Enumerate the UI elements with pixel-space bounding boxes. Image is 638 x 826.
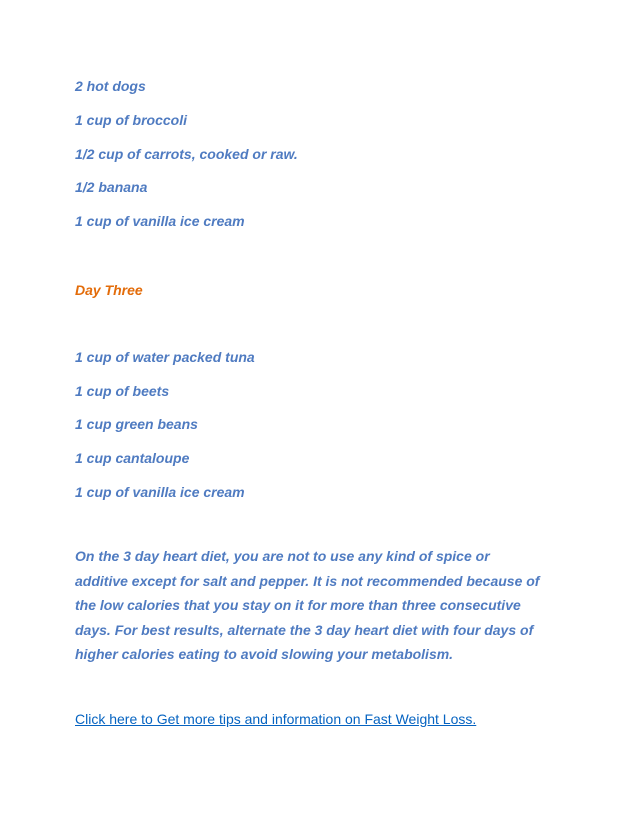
day-three-item: 1 cup of vanilla ice cream [75,484,245,500]
note-line: the low calories that you stay on it for more than three consecutive [75,597,521,613]
day-three-item: 1 cup cantaloupe [75,450,190,466]
day-two-item: 2 hot dogs [75,78,146,94]
more-tips-link[interactable]: Click here to Get more tips and information on Fast Weight Loss. [75,711,477,727]
note-line: additive except for salt and pepper. It is not recommended because of [75,572,540,589]
day-two-item: 1/2 banana [75,179,148,195]
note-line: higher calories eating to avoid slowing your metabolism. [75,646,454,662]
day-two-item: 1 cup of broccoli [75,112,188,128]
day-three-heading: Day Three [75,282,143,298]
day-two-item: 1/2 cup of carrots, cooked or raw. [75,146,298,162]
day-three-item: 1 cup of water packed tuna [75,349,255,365]
day-three-item: 1 cup green beans [75,416,198,432]
diet-note-paragraph [75,544,575,667]
day-three-item: 1 cup of beets [75,383,170,399]
note-line: days. For best results, alternate the 3 day heart diet with four days of [75,621,534,638]
note-line: On the 3 day heart diet, you are not to use any kind of spice or [75,548,490,564]
day-two-item: 1 cup of vanilla ice cream [75,213,245,229]
